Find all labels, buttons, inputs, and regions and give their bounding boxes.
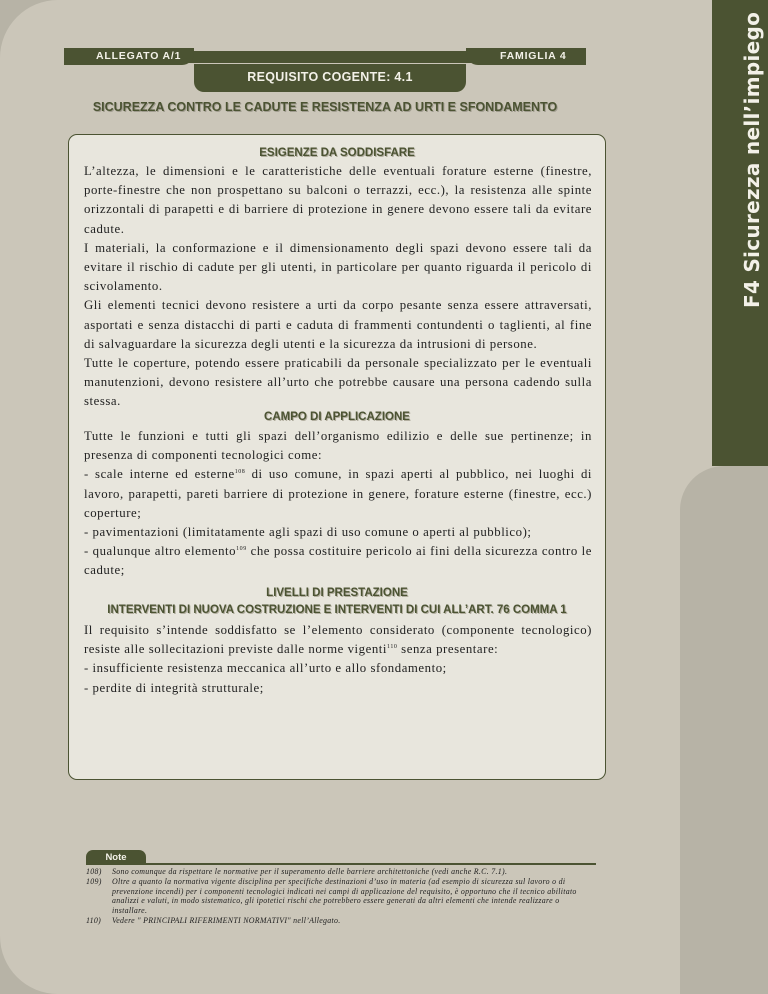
- esigenze-paragraph-4: Tutte le coperture, potendo essere praticabili da personale specializzato per le eventuali manutenzioni, devono resistere all’urto che potrebbe causare una persona cadendo sulla stessa.: [84, 356, 592, 409]
- campo-item-1-rest: di uso comune, in spazi aperti al pubblico, nei luoghi di lavoro, parapetti, pareti barriere di protezione in genere, forature esterne (finestre, ecc.) coperture;: [84, 467, 592, 520]
- livelli-paragraph-rest: senza presentare:: [397, 642, 499, 657]
- footnote-ref-110: 110: [387, 644, 398, 651]
- esigenze-body: [84, 162, 592, 412]
- footnote-108: [86, 867, 596, 877]
- famiglia-tab: FAMIGLIA 4: [466, 48, 586, 65]
- esigenze-paragraph-1: L’altezza, le dimensioni e le caratteristiche delle eventuali forature esterne (finestre, porte-finestre che non prospettano su balconi o terrazzi, ecc.), la resistenza alle spinte orizzontali di parapetti e di barriere di protezione in genere devono essere tali da evitare cadute.: [84, 164, 592, 236]
- campo-body: [84, 427, 592, 581]
- footnote-text: Vedere " PRINCIPALI RIFERIMENTI NORMATIVI" nell’Allegato.: [112, 915, 341, 925]
- sidebar-title: [716, 8, 764, 308]
- sidebar-notch: [680, 466, 768, 994]
- livelli-paragraph: [84, 621, 592, 659]
- section-sidebar: [712, 0, 768, 466]
- notes-label: Note: [86, 850, 146, 864]
- footnote-number: 110): [86, 915, 102, 925]
- esigenze-paragraph-2: I materiali, la conformazione e il dimensionamento degli spazi devono essere tali da evitare il rischio di cadute per gli utenti, in particolare per quanto riguarda il pericolo di scivolamento.: [84, 240, 592, 294]
- footnote-text: Sono comunque da rispettare le normative per il superamento delle barriere architettoniche (vedi anche R.C. 7.1).: [112, 867, 508, 876]
- esigenze-paragraph-3: Gli elementi tecnici devono resistere a urti da corpo pesante senza essere attraversati, asportati e senza distacchi di parti e caduta di frammenti contundenti o taglienti, al fine di salvaguardare la sicurezza degli utenti e la sicurezza da intrusioni di persone.: [84, 298, 592, 351]
- campo-item-3-text: - qualunque altro elemento: [84, 544, 237, 559]
- campo-item-1-text: - scale interne ed esterne: [84, 467, 235, 482]
- footnote-ref-108: 108: [234, 469, 246, 476]
- livelli-paragraph-text: Il requisito s’intende soddisfatto se l’elemento considerato (componente tecnologico) resiste alle sollecitazioni previste dalle norme vigenti: [84, 623, 592, 657]
- livelli-item-2: - perdite di integrità strutturale;: [84, 680, 264, 695]
- notes-divider: [86, 863, 596, 865]
- allegato-tab: ALLEGATO A/1: [64, 48, 194, 65]
- requirement-label: REQUISITO COGENTE: 4.1: [194, 64, 466, 92]
- footnotes: [86, 867, 596, 926]
- footnote-110: [86, 916, 596, 926]
- campo-item-3: [84, 542, 592, 580]
- footnote-ref-109: 109: [236, 546, 247, 553]
- footnote-number: 108): [86, 867, 102, 876]
- livelli-item-1: - insufficiente resistenza meccanica all’urto e allo sfondamento;: [84, 661, 447, 676]
- campo-item-2: - pavimentazioni (limitatamente agli spazi di uso comune o aperti al pubblico);: [84, 525, 532, 540]
- page-title: SICUREZZA CONTRO LE CADUTE E RESISTENZA AD URTI E SFONDAMENTO: [92, 100, 558, 114]
- campo-item-3-rest: che possa costituire pericolo ai fini della sicurezza contro le cadute;: [84, 544, 592, 578]
- livelli-heading: LIVELLI DI PRESTAZIONE: [266, 587, 408, 599]
- campo-intro: Tutte le funzioni e tutti gli spazi dell’organismo edilizio e delle sue pertinenze; in presenza di componenti tecnologici come:: [84, 429, 592, 463]
- campo-heading: CAMPO DI APPLICAZIONE: [264, 411, 410, 423]
- footnote-109: [86, 877, 596, 916]
- livelli-body: [84, 621, 592, 698]
- footnote-text: Oltre a quanto la normativa vigente disciplina per specifiche destinazioni d’uso in materia (ad esempio di sicurezza sul lavoro o di prevenzione incendi) per i componenti tecnologici indicati nei campi di applicazione del requisito, è opportuno che il tecnico abilitato analizzi e valuti, in modo sistematico, gli ipotetici rischi che potrebbero essere generati da altri elementi che intende realizzare o installare.: [112, 876, 577, 916]
- sidebar-title-text: F4 Sicurezza nell’impiego: [740, 11, 764, 308]
- interventi-heading: INTERVENTI DI NUOVA COSTRUZIONE E INTERVENTI DI CUI ALL’ART. 76 COMMA 1: [107, 604, 567, 616]
- esigenze-heading: ESIGENZE DA SODDISFARE: [259, 147, 415, 159]
- footnote-number: 109): [86, 876, 102, 886]
- campo-item-1: [84, 465, 592, 523]
